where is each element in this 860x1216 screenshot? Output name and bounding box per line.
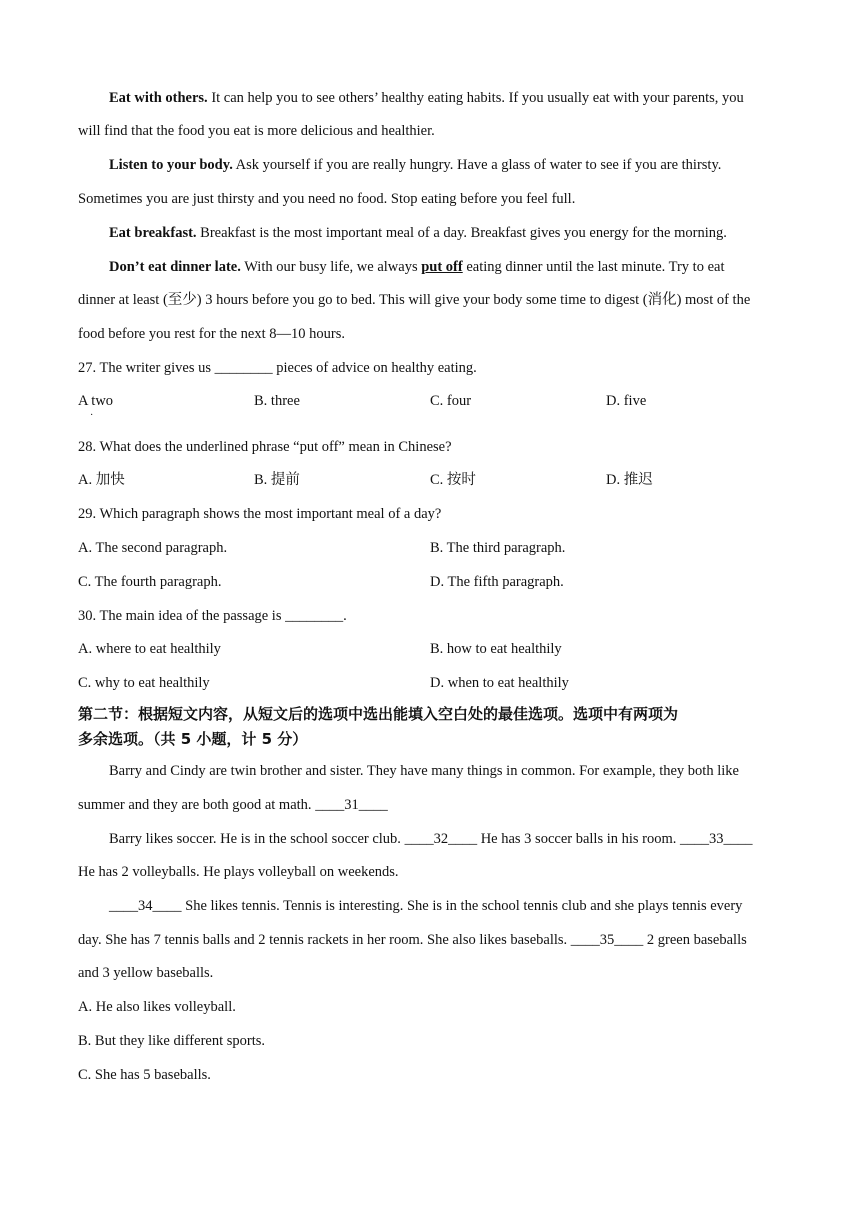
passage-paragraph-4: [109, 257, 725, 277]
paragraph-text: day. She has 7 tennis balls and 2 tennis rackets in her room. She also likes baseballs.: [78, 932, 571, 948]
paragraph-text: will find that the food you eat is more delicious and healthier.: [78, 123, 435, 139]
paragraph-line: [78, 795, 388, 815]
passage-paragraph-3: [109, 223, 727, 243]
option-a: A. where to eat healthily: [78, 641, 221, 657]
option-b: B. 提前: [254, 472, 300, 488]
option-d: D. when to eat healthily: [430, 675, 569, 691]
section-heading: 第二节：根据短文内容，从短文后的选项中选出能填入空白处的最佳选项。选项中有两项为: [78, 705, 679, 723]
paragraph-text: Sometimes you are just thirsty and you need no food. Stop eating before you feel full.: [78, 191, 576, 207]
dot-mark: ·: [90, 410, 94, 421]
paragraph-line: [109, 896, 742, 916]
paragraph-text: It can help you to see others’ healthy eating habits. If you usually eat with your parents, you: [207, 90, 744, 106]
paragraph-line: [109, 829, 753, 849]
option-c: C. The fourth paragraph.: [78, 574, 222, 590]
paragraph-text: Ask yourself if you are really hungry. Have a glass of water to see if you are thirsty.: [232, 157, 722, 173]
option-c: C. 按时: [430, 472, 476, 488]
option-a: A. The second paragraph.: [78, 540, 228, 556]
option-b: B. The third paragraph.: [430, 540, 566, 556]
option-b: B. how to eat healthily: [430, 641, 562, 657]
blank-35: ____35____: [570, 932, 644, 948]
paragraph-text: summer and they are both good at math.: [78, 797, 316, 813]
option-a: A. 加快: [78, 472, 125, 488]
option-a: A two: [78, 393, 114, 409]
paragraph-text: With our busy life, we always: [240, 259, 422, 275]
passage-paragraph-1: [109, 88, 744, 108]
section-heading: 多余选项。（共 5 小题，计 5 分）: [78, 730, 308, 748]
blank-33: ____33____: [680, 831, 753, 847]
paragraph-text: dinner at least (至少) 3 hours before you go to bed. This will give your body some time to digest (消化) most of the: [78, 292, 751, 308]
tip-heading: Don’t eat dinner late.: [109, 259, 241, 275]
paragraph-text: eating dinner until the last minute. Try to eat: [462, 259, 725, 275]
option-d: D. The fifth paragraph.: [430, 574, 564, 590]
paragraph-text: Barry likes soccer. He is in the school soccer club.: [109, 831, 405, 847]
blank-31: ____31____: [315, 797, 388, 813]
passage-paragraph-2: [109, 155, 721, 175]
tip-heading: Eat with others.: [109, 90, 208, 106]
option-c: C. She has 5 baseballs.: [78, 1067, 211, 1083]
paragraph-text: 2 green baseballs: [643, 932, 747, 948]
paragraph-text: She likes tennis. Tennis is interesting. She is in the school tennis club and she plays tennis every: [181, 898, 743, 914]
question-30-stem: 30. The main idea of the passage is ________.: [78, 608, 347, 624]
option-b: B. But they like different sports.: [78, 1033, 265, 1049]
option-c: C. why to eat healthily: [78, 675, 210, 691]
paragraph-text: food before you rest for the next 8—10 hours.: [78, 326, 345, 342]
option-d: D. five: [606, 393, 647, 409]
paragraph-line: [78, 930, 747, 950]
tip-heading: Listen to your body.: [109, 157, 233, 173]
question-29-stem: 29. Which paragraph shows the most important meal of a day?: [78, 506, 442, 522]
option-d: D. 推迟: [606, 472, 653, 488]
question-27-stem: 27. The writer gives us ________ pieces of advice on healthy eating.: [78, 360, 477, 376]
option-c: C. four: [430, 393, 472, 409]
paragraph-text: He has 2 volleyballs. He plays volleyball on weekends.: [78, 864, 399, 880]
question-28-stem: 28. What does the underlined phrase “put off” mean in Chinese?: [78, 439, 452, 455]
tip-heading: Eat breakfast.: [109, 225, 197, 241]
paragraph-text: Barry and Cindy are twin brother and sister. They have many things in common. For example, they both like: [109, 763, 739, 779]
blank-34: ____34____: [109, 898, 182, 914]
paragraph-text: and 3 yellow baseballs.: [78, 965, 214, 981]
paragraph-text: Breakfast is the most important meal of a day. Breakfast gives you energy for the morning.: [196, 225, 727, 241]
blank-32: ____32____: [404, 831, 478, 847]
paragraph-text: He has 3 soccer balls in his room.: [477, 831, 681, 847]
option-b: B. three: [254, 393, 300, 409]
underlined-phrase: put off: [421, 259, 463, 275]
option-a: A. He also likes volleyball.: [78, 999, 236, 1015]
